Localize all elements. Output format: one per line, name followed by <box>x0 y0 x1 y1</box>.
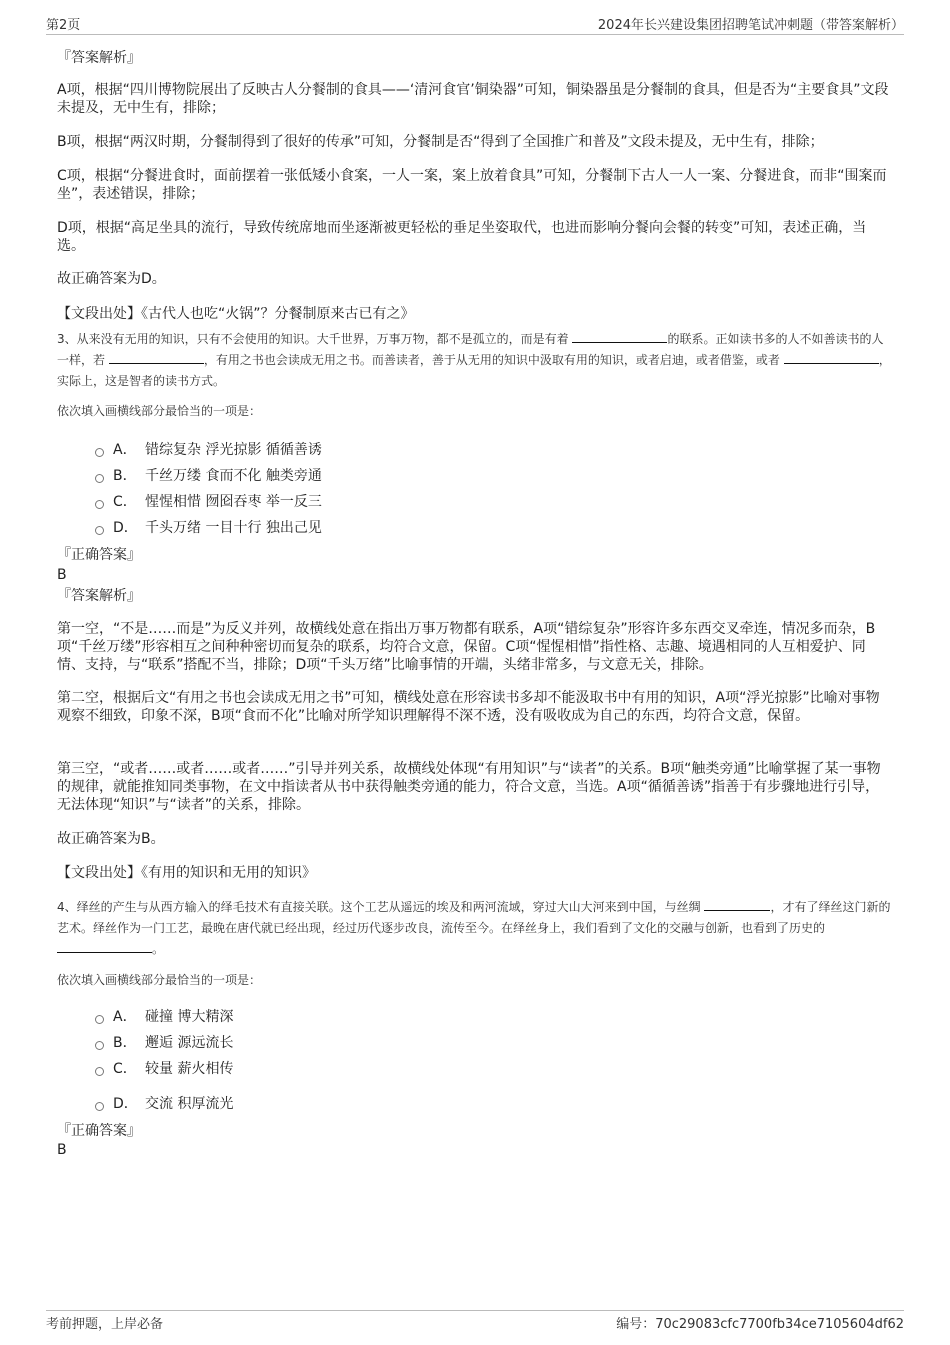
q2-conclusion: 故正确答案为D。 <box>57 271 166 287</box>
radio-icon[interactable] <box>95 1102 104 1111</box>
radio-icon[interactable] <box>95 1015 104 1024</box>
q4-option-d[interactable]: D． 交流 积厚流光 <box>95 1094 233 1114</box>
document-title: 2024年长兴建设集团招聘笔试冲刺题（带答案解析） <box>597 18 904 33</box>
q3-stem-part2: 的联系。正如读书多的人不如善读书的人一样，若 <box>57 332 884 367</box>
q4-instruction: 依次填入画横线部分最恰当的一项是： <box>57 973 262 987</box>
q2-analysis-a: A项，根据“四川博物院展出了反映古人分餐制的食具——‘清河食官’铜染器”可知，铜染器虽是分餐制的食具，但是否为“主要食具”文段未提及，无中生有，排除； <box>57 82 889 116</box>
footer-divider <box>46 1310 904 1311</box>
q3-blank-2 <box>109 351 204 364</box>
q3-analysis-3: 第三空，“或者……或者……或者……”引导并列关系，故横线处体现“有用知识”与“读者”的关系。B项“触类旁通”比喻掌握了某一事物的规律，就能推知同类事物，在文中指读者从书中获得触类旁通的能力，符合文意，当选。A项“循循善诱”指善于有步骤地进行引导，无法体现“知识”与“读者”的关系，排除。 <box>57 761 881 813</box>
q2-source: 【文段出处】《古代人也吃“火锅”？分餐制原来古已有之》 <box>57 306 415 322</box>
footer-slogan: 考前押题，上岸必备 <box>46 1317 164 1332</box>
q3-stem-part4: ，实际上，这是智者的读书方式。 <box>57 353 891 388</box>
q4-option-b[interactable]: B． 邂逅 源远流长 <box>95 1033 233 1053</box>
radio-icon[interactable] <box>95 500 104 509</box>
q3-stem <box>57 329 895 392</box>
radio-icon[interactable] <box>95 448 104 457</box>
q4-stem-part1: 4、绎丝的产生与从西方输入的绎毛技术有直接关联。这个工艺从遥远的埃及和两河流域，穿过大山大河来到中国，与丝绸 <box>57 900 701 914</box>
q4-option-a[interactable]: A． 碰撞 博大精深 <box>95 1007 233 1027</box>
q3-answer-label: 『正确答案』 <box>57 547 141 563</box>
q3-analysis-label: 『答案解析』 <box>57 588 141 604</box>
q4-stem <box>57 897 895 960</box>
page-footer <box>46 1313 904 1333</box>
q3-blank-1 <box>572 330 667 343</box>
radio-icon[interactable] <box>95 474 104 483</box>
q3-source: 【文段出处】《有用的知识和无用的知识》 <box>57 865 316 881</box>
q4-answer-label: 『正确答案』 <box>57 1123 141 1139</box>
q3-blank-3 <box>784 351 879 364</box>
q3-option-c[interactable]: C． 惺惺相惜 囫囵吞枣 举一反三 <box>95 492 322 512</box>
q3-answer: B <box>57 567 67 583</box>
q4-option-c[interactable]: C． 较量 薪火相传 <box>95 1059 233 1079</box>
q4-stem-part2: ，才有了绎丝这门新的艺术。绎丝作为一门工艺，最晚在唐代就已经出现，经过历代逐步改良，流传至今。在绎丝身上，我们看到了文化的交融与创新，也看到了历史的 <box>57 900 891 935</box>
q4-blank-1 <box>704 898 770 911</box>
q3-instruction: 依次填入画横线部分最恰当的一项是： <box>57 404 262 418</box>
q3-analysis-2: 第二空，根据后文“有用之书也会读成无用之书”可知，横线处意在形容读书多却不能汲取书中有用的知识，A项“浮光掠影”比喻对事物观察不细致，印象不深，B项“食而不化”比喻对所学知识理解得不深不透，没有吸收成为自己的东西，均符合文意，保留。 <box>57 690 880 724</box>
q3-stem-part3: ，有用之书也会读成无用之书。而善读者，善于从无用的知识中汲取有用的知识，或者启迪，或者借鉴，或者 <box>203 353 780 367</box>
q3-option-b[interactable]: B． 千丝万缕 食而不化 触类旁通 <box>95 466 322 486</box>
radio-icon[interactable] <box>95 1041 104 1050</box>
page-number: 第2页 <box>46 18 81 33</box>
q3-option-d[interactable]: D． 千头万绪 一目十行 独出己见 <box>95 518 322 538</box>
q4-stem-part3: 。 <box>152 942 165 956</box>
radio-icon[interactable] <box>95 1067 104 1076</box>
radio-icon[interactable] <box>95 526 104 535</box>
q3-conclusion: 故正确答案为B。 <box>57 831 165 847</box>
q2-analysis-label: 『答案解析』 <box>57 50 141 66</box>
document-code: 编号：70c29083cfc7700fb34ce7105604df62 <box>616 1317 904 1332</box>
header-divider <box>46 34 904 35</box>
q2-analysis-c: C项，根据“分餐进食时，面前摆着一张低矮小食案，一人一案，案上放着食具”可知，分餐制下古人一人一案、分餐进食，而非“围案而坐”，表述错误，排除； <box>57 168 887 202</box>
q3-stem-part1: 3、从来没有无用的知识，只有不会使用的知识。大千世界，万事万物，都不是孤立的，而是有着 <box>57 332 569 346</box>
q2-analysis-b: B项，根据“两汉时期，分餐制得到了很好的传承”可知，分餐制是否“得到了全国推广和普及”文段未提及，无中生有，排除； <box>57 134 824 150</box>
q3-analysis-1: 第一空，“不是……而是”为反义并列，故横线处意在指出万事万物都有联系，A项“错综复杂”形容许多东西交叉牵连，情况多而杂，B项“千丝万缕”形容相互之间种种密切而复杂的联系，均符合文意，保留。C项“惺惺相惜”指性格、志趣、境遇相同的人互相爱护、同情、支持，与“联系”搭配不当，排除；D项“千头万绪”比喻事情的开端，头绪非常多，与文意无关，排除。 <box>57 621 876 673</box>
q4-blank-2 <box>57 940 152 953</box>
q2-analysis-d: D项，根据“高足坐具的流行，导致传统席地而坐逐渐被更轻松的垂足坐姿取代，也进而影响分餐向会餐的转变”可知，表述正确，当选。 <box>57 220 867 254</box>
q4-answer: B <box>57 1142 67 1158</box>
q3-option-a[interactable]: A． 错综复杂 浮光掠影 循循善诱 <box>95 440 322 460</box>
page-header <box>46 14 904 34</box>
